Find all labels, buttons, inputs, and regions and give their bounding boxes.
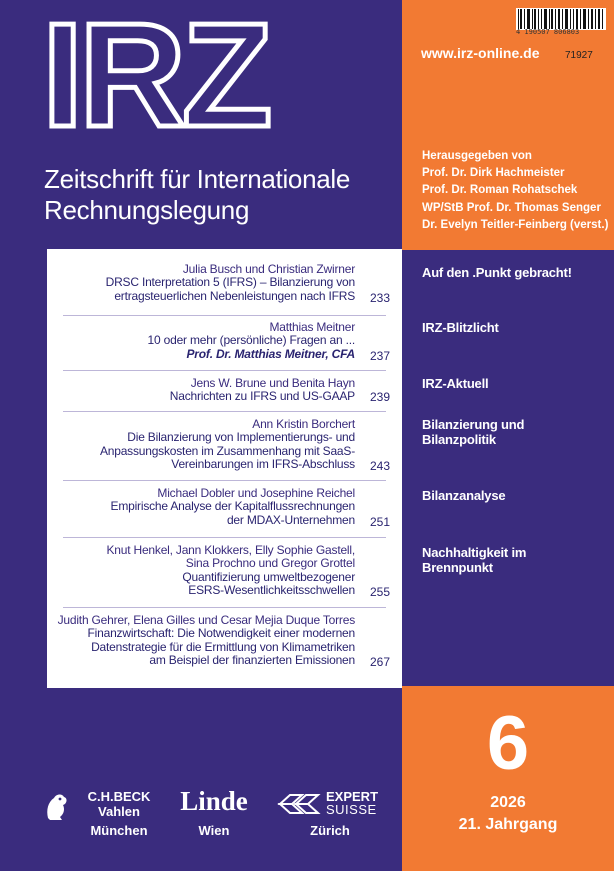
toc-page-number: 237	[369, 349, 390, 363]
journal-subtitle	[44, 164, 394, 226]
toc-title-line: der MDAX-Unternehmen	[226, 512, 355, 527]
toc-page-number: 239	[369, 390, 390, 404]
toc-authors: Jens W. Brune und Benita Hayn	[190, 376, 355, 390]
toc-title-line: Finanzwirtschaft: Die Notwendigkeit einer modernen	[87, 626, 355, 641]
toc-authors: Knut Henkel, Jann Klokkers, Elly Sophie Gastell,	[106, 543, 355, 557]
toc-divider	[63, 370, 386, 371]
editors-heading: Herausgegeben von	[422, 150, 532, 162]
beck-lion-icon	[42, 790, 72, 822]
toc-authors: Ann Kristin Borchert	[252, 417, 355, 431]
toc-entry[interactable]	[100, 418, 355, 471]
website-url[interactable]: www.irz-online.de	[421, 45, 540, 61]
toc-page-number: 255	[369, 585, 390, 599]
toc-divider	[63, 315, 386, 316]
editor-name: WP/StB Prof. Dr. Thomas Senger	[422, 201, 601, 214]
toc-title-line: Anpassungskosten im Zusammenhang mit SaaS-	[99, 443, 355, 458]
section-label-bilanzanalyse: Bilanzanalyse	[422, 488, 506, 503]
section-label-bilanzierung	[422, 417, 524, 447]
publisher-linde: Linde	[180, 786, 248, 816]
section-label-line: Bilanzierung und	[422, 417, 525, 432]
publisher-beck	[78, 789, 160, 819]
toc-entry[interactable]	[106, 544, 355, 597]
editor-name: Prof. Dr. Roman Rohatschek	[422, 184, 578, 197]
issue-code: 71927	[565, 50, 593, 61]
section-label-nachhaltigkeit	[422, 545, 526, 575]
publisher-expert-line2: SUISSE	[326, 802, 377, 817]
subtitle-line-1: Zeitschrift für Internationale	[44, 164, 351, 194]
toc-title-line: ertragsteuerlichen Nebenleistungen nach IFRS	[114, 288, 355, 303]
section-label-line: Bilanzpolitik	[422, 432, 496, 447]
expert-suisse-logo-icon	[276, 792, 322, 816]
toc-title-line: Quantifizierung umweltbezogener	[182, 569, 355, 584]
issue-year: 2026	[490, 794, 526, 811]
subtitle-line-2: Rechnungslegung	[44, 195, 250, 225]
publisher-expert-suisse	[326, 790, 386, 816]
publisher-beck-city: München	[90, 823, 148, 838]
toc-authors: Judith Gehrer, Elena Gilles und Cesar Mejia Duque Torres	[57, 613, 355, 627]
editor-name: Dr. Evelyn Teitler-Feinberg (verst.)	[422, 218, 609, 231]
table-of-contents	[47, 249, 402, 688]
toc-page-number: 267	[369, 655, 390, 669]
toc-entry[interactable]	[170, 377, 355, 404]
publisher-linde-city: Wien	[198, 823, 230, 838]
publisher-beck-line1: C.H.BECK	[87, 789, 151, 804]
toc-title-line: 10 oder mehr (persönliche) Fragen an ...	[147, 333, 355, 348]
cover-section-panel	[402, 250, 614, 686]
toc-title-line: ESRS-Wesentlichkeitsschwellen	[188, 582, 355, 597]
toc-title-line: Empirische Analyse der Kapitalflussrechnungen	[110, 499, 355, 514]
section-label-aktuell: IRZ-Aktuell	[422, 376, 489, 391]
section-label-punkt: Auf den .Punkt gebracht!	[422, 265, 572, 280]
toc-title-line: Nachrichten zu IFRS und US-GAAP	[169, 389, 355, 404]
editor-name: Prof. Dr. Dirk Hachmeister	[422, 167, 565, 180]
toc-page-number: 233	[369, 291, 390, 305]
toc-title-line: Vereinbarungen im IFRS-Abschluss	[171, 456, 355, 471]
section-label-line: Nachhaltigkeit im	[422, 545, 527, 560]
toc-divider	[63, 537, 386, 538]
toc-title-line: Prof. Dr. Matthias Meitner, CFA	[186, 346, 355, 361]
toc-title-line: Datenstrategie für die Ermittlung von Klimametriken	[91, 639, 355, 654]
section-label-line: Brennpunkt	[422, 560, 493, 575]
toc-entry[interactable]	[106, 263, 355, 303]
issue-volume: 21. Jahrgang	[458, 816, 558, 833]
toc-page-number: 243	[369, 459, 390, 473]
toc-divider	[63, 411, 386, 412]
section-label-blitzlicht: IRZ-Blitzlicht	[422, 320, 499, 335]
toc-divider	[63, 480, 386, 481]
toc-title-line: Die Bilanzierung von Implementierungs- und	[127, 430, 355, 445]
publisher-expert-city: Zürich	[310, 823, 350, 838]
toc-entry[interactable]	[58, 614, 355, 667]
toc-authors: Matthias Meitner	[269, 320, 355, 334]
publisher-expert-line1: EXPERT	[326, 789, 379, 804]
editors-list	[422, 148, 608, 234]
toc-entry[interactable]	[111, 487, 355, 527]
issue-number: 6	[486, 701, 530, 786]
toc-page-number: 251	[369, 515, 390, 529]
toc-authors: Julia Busch und Christian Zwirner	[182, 262, 355, 276]
toc-entry[interactable]	[148, 321, 355, 361]
barcode-number: 4 190507 806803	[516, 28, 580, 36]
toc-divider	[63, 607, 386, 608]
irz-logo	[42, 20, 362, 132]
toc-title-line: am Beispiel der finanzierten Emissionen	[149, 652, 355, 667]
toc-authors: Sina Prochno und Gregor Grottel	[185, 556, 355, 571]
publisher-beck-line2: Vahlen	[98, 804, 140, 819]
toc-authors: Michael Dobler und Josephine Reichel	[157, 486, 355, 500]
toc-title-line: DRSC Interpretation 5 (IFRS) – Bilanzierung von	[105, 275, 355, 290]
logo-text: IRZ	[42, 20, 269, 132]
barcode	[516, 8, 606, 30]
